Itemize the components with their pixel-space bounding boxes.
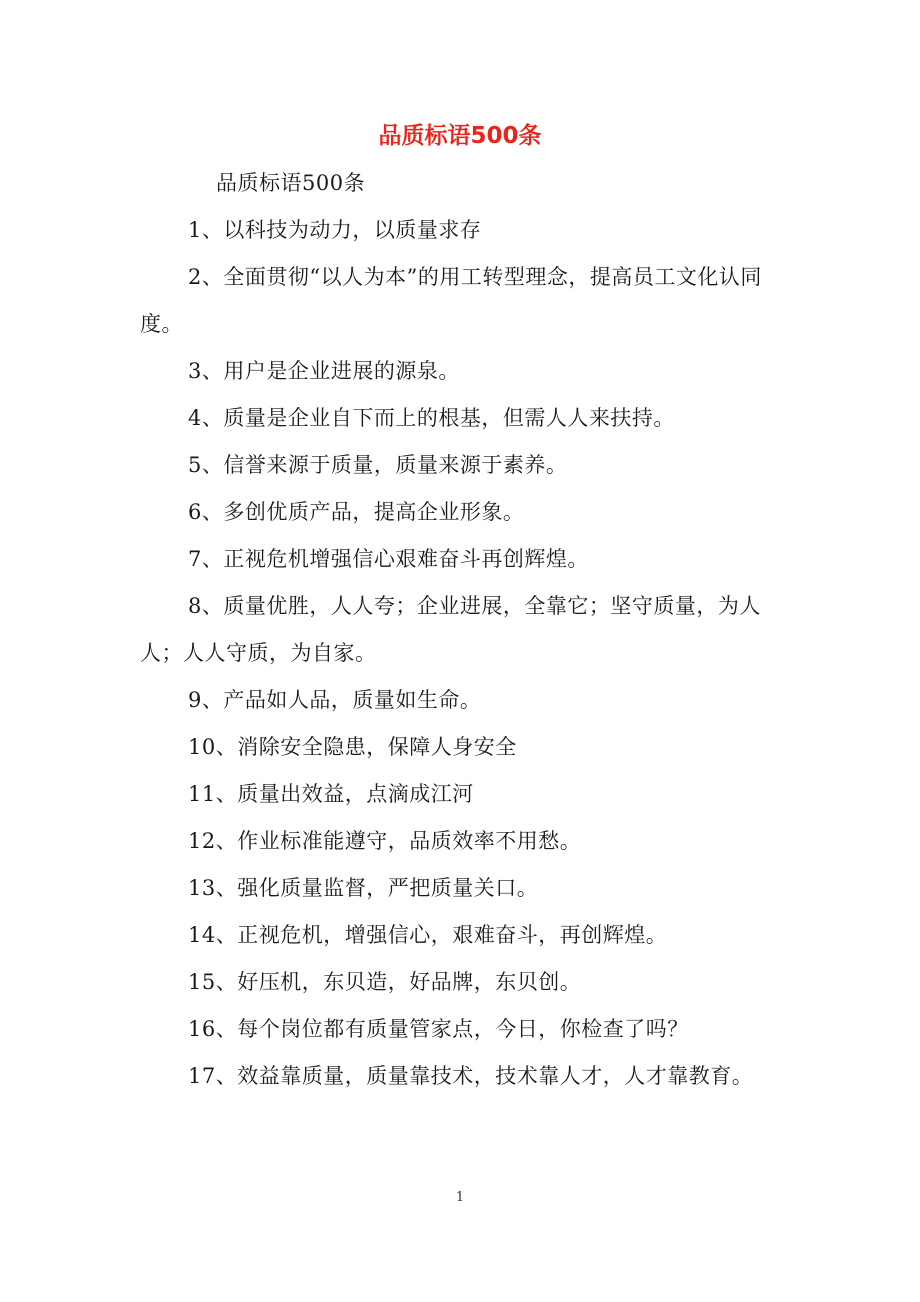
slogan-item-6: 6、多创优质产品，提高企业形象。 [188, 500, 525, 524]
slogan-item-10: 10、消除安全隐患，保障人身安全 [188, 735, 517, 759]
slogan-item-8: 8、质量优胜，人人夸；企业进展，全靠它；坚守质量，为人人；人人守质，为自家。 [140, 594, 761, 665]
slogan-item-9: 9、产品如人品，质量如生命。 [188, 688, 482, 712]
slogan-item-7: 7、正视危机增强信心艰难奋斗再创辉煌。 [188, 547, 589, 571]
document-body [140, 160, 795, 1100]
slogan-item-16: 16、每个岗位都有质量管家点，今日，你检查了吗？ [188, 1017, 689, 1041]
slogan-item-13: 13、强化质量监督，严把质量关口。 [188, 876, 539, 900]
slogan-item-11: 11、质量出效益，点滴成江河 [188, 782, 474, 806]
slogan-item-3: 3、用户是企业进展的源泉。 [188, 359, 460, 383]
document-subtitle: 品质标语500条 [216, 171, 366, 195]
slogan-item-1: 1、以科技为动力，以质量求存 [188, 218, 482, 242]
slogan-item-5: 5、信誉来源于质量，质量来源于素养。 [188, 453, 568, 477]
slogan-item-2: 2、全面贯彻“以人为本”的用工转型理念，提高员工文化认同度。 [140, 265, 762, 336]
slogan-item-15: 15、好压机，东贝造，好品牌，东贝创。 [188, 970, 582, 994]
slogan-item-4: 4、质量是企业自下而上的根基，但需人人来扶持。 [188, 406, 675, 430]
slogan-item-14: 14、正视危机，增强信心，艰难奋斗，再创辉煌。 [188, 923, 668, 947]
document-title: 品质标语500条 [378, 123, 542, 149]
slogan-item-17: 17、效益靠质量，质量靠技术，技术靠人才，人才靠教育。 [188, 1064, 754, 1088]
slogan-item-12: 12、作业标准能遵守，品质效率不用愁。 [188, 829, 582, 853]
page-number: 1 [455, 1190, 465, 1205]
